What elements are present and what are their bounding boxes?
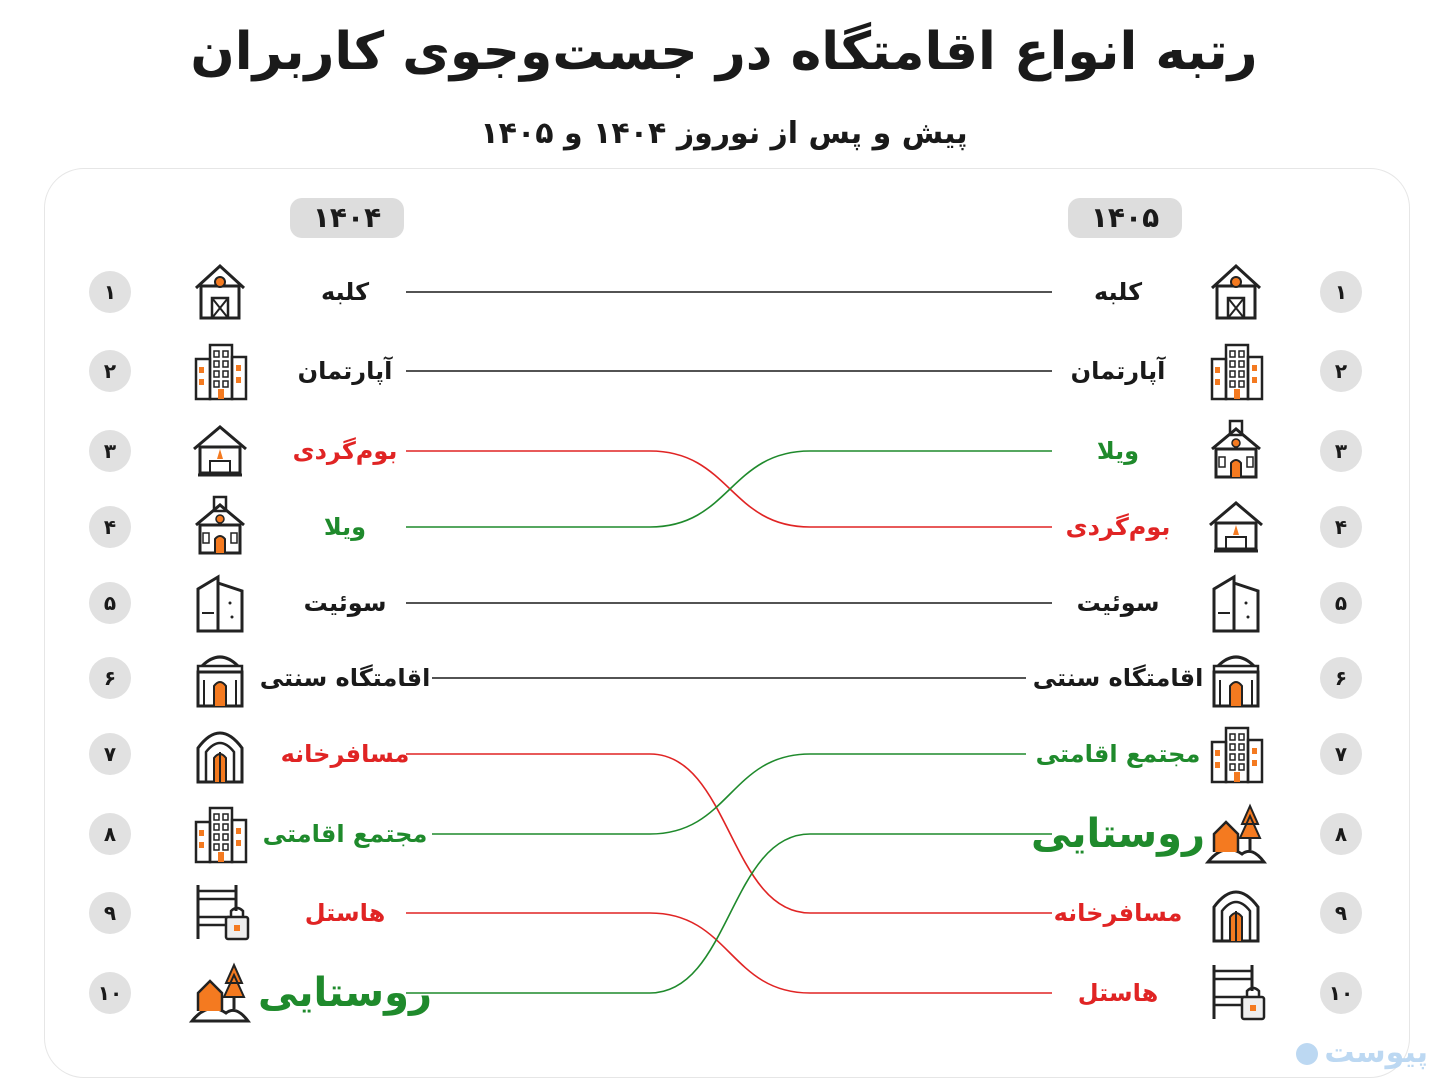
rank-badge-right: ۱۰ (1320, 972, 1362, 1014)
year-tag-left: ۱۴۰۴ (290, 198, 404, 238)
guesthouse-icon (1204, 881, 1268, 945)
suite-icon (1204, 571, 1268, 635)
suite-icon (188, 571, 252, 635)
category-label-left: مسافرخانه (280, 740, 410, 768)
rank-badge-right: ۷ (1320, 733, 1362, 775)
rank-badge-right: ۹ (1320, 892, 1362, 934)
category-label-left: بوم‌گردی (292, 437, 398, 465)
rank-badge-right: ۲ (1320, 350, 1362, 392)
brand-text: پیوست (1324, 1035, 1428, 1070)
rank-badge-right: ۳ (1320, 430, 1362, 472)
category-label-right: سوئیت (1076, 589, 1160, 617)
rank-badge-left: ۱۰ (89, 972, 131, 1014)
rank-badge-left: ۵ (89, 582, 131, 624)
rural-house-icon (1204, 802, 1268, 866)
rural-house-icon (188, 961, 252, 1025)
category-label-left: سوئیت (303, 589, 387, 617)
ecolodge-icon (1204, 495, 1268, 559)
category-label-right: ویلا (1096, 437, 1140, 465)
rank-badge-left: ۱ (89, 271, 131, 313)
category-label-right: اقامتگاه سنتی (1032, 664, 1204, 692)
traditional-house-icon (1204, 646, 1268, 710)
slope-line (432, 754, 1026, 834)
slope-line (406, 913, 1052, 993)
year-tag-right: ۱۴۰۵ (1068, 198, 1182, 238)
rank-badge-right: ۱ (1320, 271, 1362, 313)
cabin-icon (1204, 260, 1268, 324)
traditional-house-icon (188, 646, 252, 710)
category-label-left: ویلا (323, 513, 367, 541)
hostel-icon (188, 881, 252, 945)
category-label-left: کلبه (320, 278, 370, 306)
rank-badge-left: ۸ (89, 813, 131, 855)
rank-badge-right: ۸ (1320, 813, 1362, 855)
rank-badge-left: ۷ (89, 733, 131, 775)
rank-badge-right: ۴ (1320, 506, 1362, 548)
category-label-left: آپارتمان (297, 357, 393, 385)
category-label-right: مجتمع اقامتی (1035, 740, 1201, 768)
apartment-icon (188, 339, 252, 403)
rank-badge-left: ۶ (89, 657, 131, 699)
category-label-left: مجتمع اقامتی (262, 820, 428, 848)
residential-complex-icon (1204, 722, 1268, 786)
residential-complex-icon (188, 802, 252, 866)
brand-logo (1296, 1035, 1428, 1070)
villa-icon (1204, 419, 1268, 483)
category-label-right: بوم‌گردی (1065, 513, 1171, 541)
chart-title: رتبه انواع اقامتگاه در جست‌وجوی کاربران (190, 22, 1258, 82)
rank-badge-right: ۵ (1320, 582, 1362, 624)
rank-badge-left: ۴ (89, 506, 131, 548)
brand-dot-icon (1296, 1043, 1318, 1065)
category-label-left: اقامتگاه سنتی (259, 664, 431, 692)
rank-badge-left: ۲ (89, 350, 131, 392)
category-label-right: آپارتمان (1070, 357, 1166, 385)
slope-line (406, 451, 1052, 527)
category-label-left: روستایی (257, 970, 433, 1016)
rank-badge-right: ۶ (1320, 657, 1362, 699)
cabin-icon (188, 260, 252, 324)
rank-badge-left: ۳ (89, 430, 131, 472)
category-label-right: مسافرخانه (1053, 899, 1183, 927)
rank-badge-left: ۹ (89, 892, 131, 934)
guesthouse-icon (188, 722, 252, 786)
hostel-icon (1204, 961, 1268, 1025)
villa-icon (188, 495, 252, 559)
category-label-left: هاستل (304, 899, 386, 927)
category-label-right: روستایی (1030, 811, 1206, 857)
ecolodge-icon (188, 419, 252, 483)
category-label-right: کلبه (1093, 278, 1143, 306)
apartment-icon (1204, 339, 1268, 403)
chart-subtitle: پیش و پس از نوروز ۱۴۰۴ و ۱۴۰۵ (480, 116, 968, 151)
category-label-right: هاستل (1077, 979, 1159, 1007)
